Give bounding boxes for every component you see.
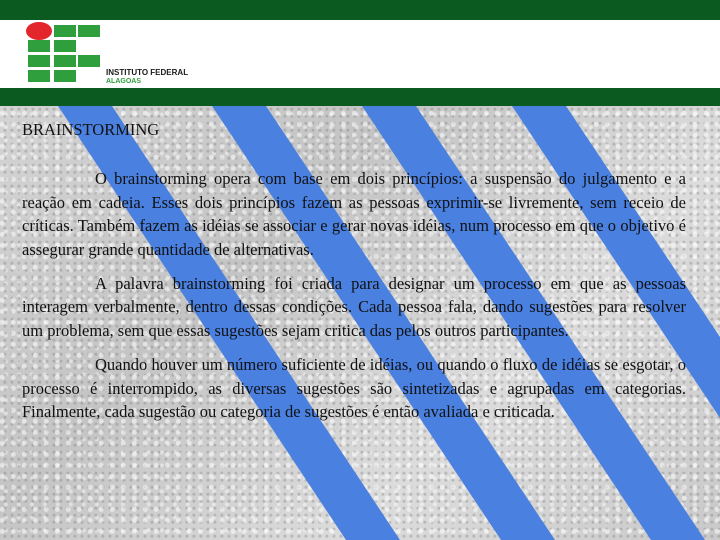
body-paragraph: A palavra brainstorming foi criada para designar um processo em que as pessoas interagem verbalmente, dentro dessas condições. Cada pessoa fala, dando sugestões para resolver um problema, sem que essas sugestões sejam critica das pelos outros participantes.	[22, 274, 686, 340]
body-paragraph: O brainstorming opera com base em dois princípios: a suspensão do julgamento e a reação em cadeia. Esses dois princípios fazem as pessoas exprimir-se livremente, sem receio de críticas. Também fazem as idéias se associar e gerar novas idéias, num processo em que o objetivo é assegurar grande quantidade de alternativas.	[22, 169, 686, 259]
slide-content	[22, 118, 686, 434]
slide-title: BRAINSTORMING	[22, 120, 160, 139]
body-paragraph: Quando houver um número suficiente de idéias, ou quando o fluxo de idéias se esgotar, o processo é interrompido, as diversas sugestões são sintetizadas e agrupadas em categorias. Finalmente, cada sugestão ou categoria de sugestões é então avaliada e criticada.	[22, 355, 686, 422]
logo-name: INSTITUTO FEDERAL	[106, 68, 189, 77]
logo-state: ALAGOAS	[106, 78, 141, 85]
